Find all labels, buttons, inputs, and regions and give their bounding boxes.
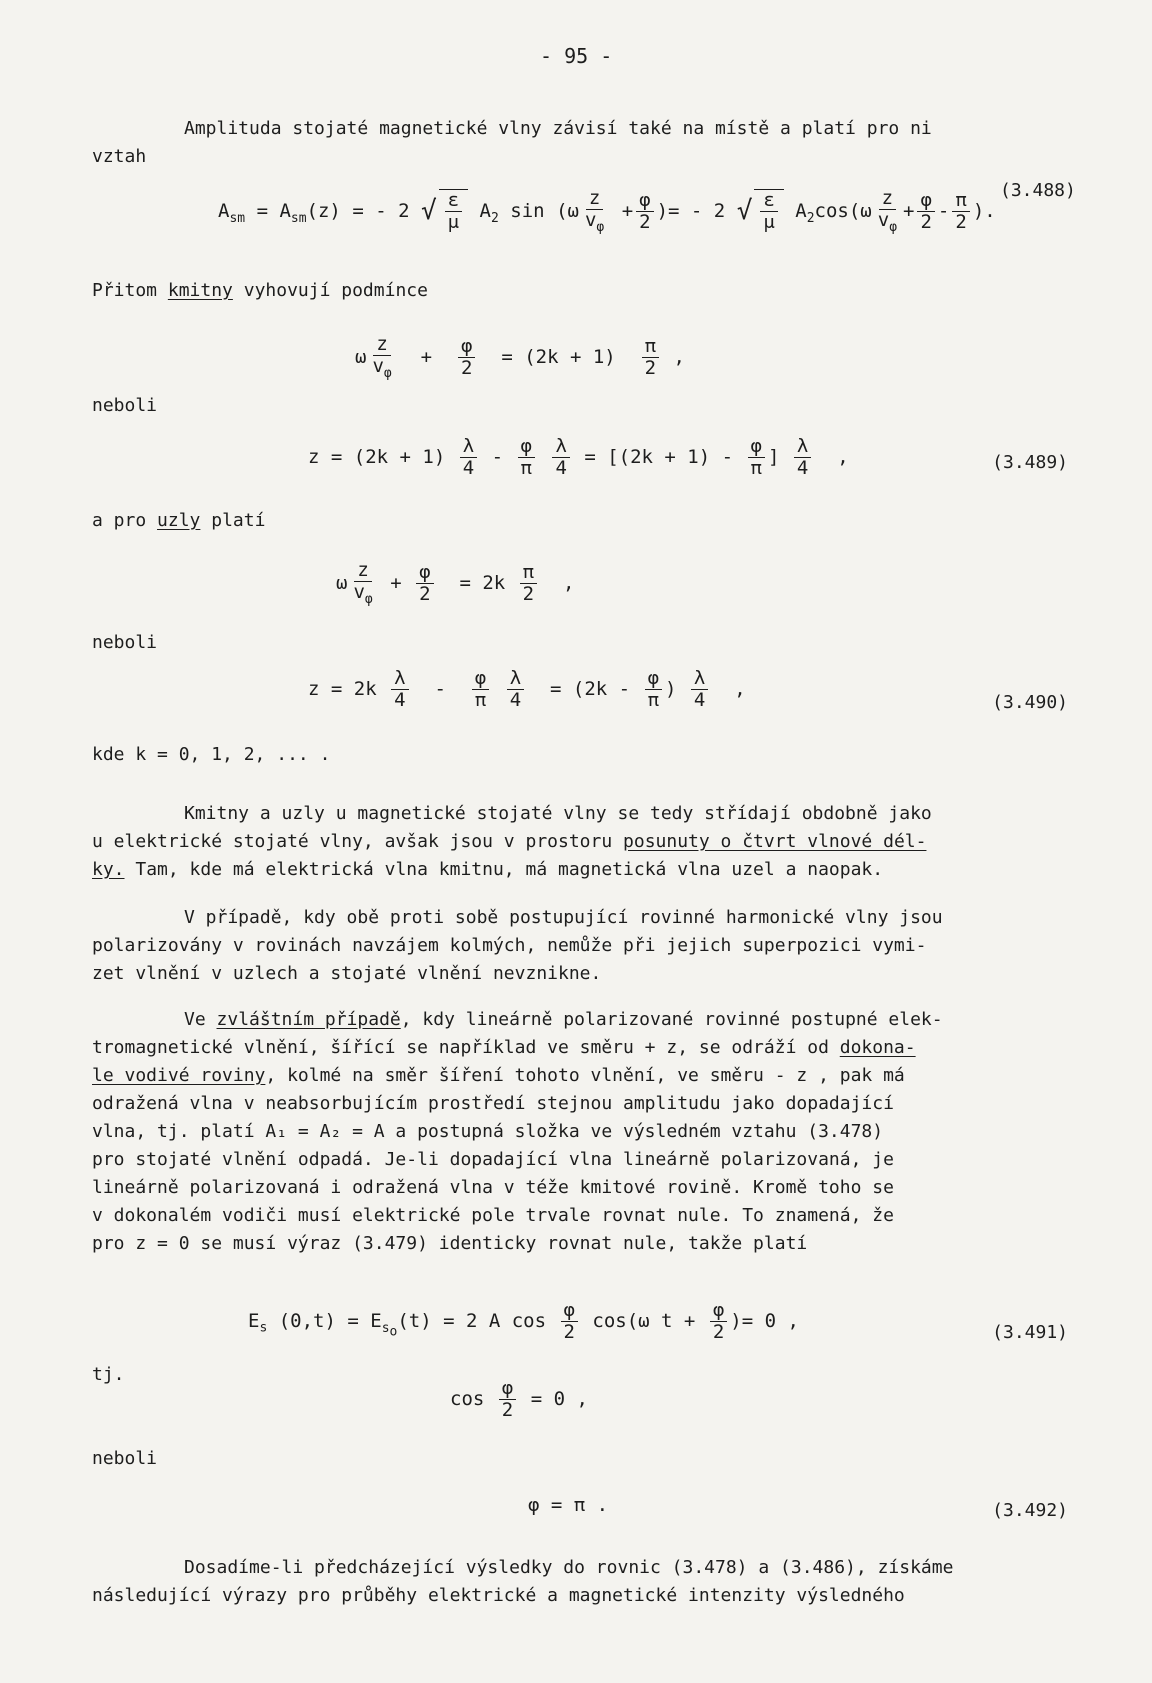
paragraph-1: Kmitny a uzly u magnetické stojaté vlny se tedy střídají obdobně jako u elektrické stojaté vlny, avšak jsou v prostoru posunuty o čtvrt vlnové dél- ky. Tam, kde má elektrická vlna kmitnu, má magnetická vlna uzel a naopak. — [92, 803, 932, 880]
paragraph-2: V případě, kdy obě proti sobě postupující rovinné harmonické vlny jsou polarizovány v rovinách navzájem kolmých, nemůže při jejich superpozici vymi- zet vlnění v uzlech a stojaté vlnění nevznikne. — [92, 907, 943, 984]
term-uzly: uzly — [157, 510, 201, 531]
equation-number-3-492: (3.492) — [992, 1500, 1068, 1521]
intro-line-1: Amplituda stojaté magnetické vlny závisí také na místě a platí pro ni — [184, 118, 932, 139]
text-tj: tj. — [92, 1364, 125, 1385]
text-kde: kde k = 0, 1, 2, ... . — [92, 744, 331, 765]
equation-3-488: $A_{sm} = A_{sm}(z)$ = - 2 √ $\frac{\varepsilon}{\mu}$ $A_2$ sin (ω $\frac{z}{v_\varphi}$ + $\frac{\varphi}{2}$ )= - 2 √ $\frac{\varepsilon}{\mu}$ $A_2\cos(\omega$ $\frac{z}{v_\varphi}$ + $\frac{\varphi}{2}$ - $\frac{\pi}{2}$ ). — [218, 187, 996, 235]
term-zvlastni-pripad: zvláštním případě — [216, 1009, 401, 1030]
term-dokonale-vodive: dokona- — [839, 1037, 916, 1058]
text-pritom: Přitom kmitny vyhovují podmínce — [92, 280, 428, 301]
paragraph-4: Dosadíme-li předcházející výsledky do rovnic (3.478) a (3.486), získáme následující výrazy pro průběhy elektrické a magnetické intenzity výsledného — [92, 1557, 954, 1606]
text-neboli-3: neboli — [92, 1448, 158, 1469]
equation-number-3-490: (3.490) — [992, 692, 1068, 713]
intro-line-2: vztah — [92, 146, 147, 167]
term-kmitny: kmitny — [167, 280, 233, 301]
equation-3-489: z = (2k + 1) $\frac{\lambda}{4}$ - $\frac{\varphi}{\pi}$ $\frac{\lambda}{4}$ = [(2k + 1) - $\frac{\varphi}{\pi}$ ] $\frac{\lambda}{4}$ , — [308, 435, 849, 479]
term-posunuty: posunuty o čtvrt vlnové dél- — [623, 831, 927, 852]
text-neboli-2: neboli — [92, 632, 158, 653]
equation-number-3-491: (3.491) — [992, 1322, 1068, 1343]
equation-kmitny-condition: ω $\frac{z}{v_\varphi}$ + $\frac{\varphi}{2}$ = (2k + 1) $\frac{\pi}{2}$ , — [355, 333, 685, 381]
equation-number-3-488: (3.488) — [1000, 180, 1076, 201]
equation-uzly-condition: ω $\frac{z}{v_\varphi}$ + $\frac{\varphi}{2}$ = 2k $\frac{\pi}{2}$ , — [336, 559, 575, 607]
text-uzly: a pro uzly platí — [92, 510, 266, 531]
equation-cos-phi: cos $\frac{\varphi}{2}$ = 0 , — [450, 1377, 588, 1421]
equation-3-491: $E_s$ $(0,t) = E_{s_o}(t) = 2$ A cos $\frac{\varphi}{2}$ cos(ω t + $\frac{\varphi}{2}$ )= 0 , — [248, 1299, 799, 1343]
page-number: - 95 - — [540, 44, 613, 68]
text-neboli-1: neboli — [92, 395, 158, 416]
paragraph-3: Ve zvláštním případě, kdy lineárně polarizované rovinné postupné elek- tromagnetické vlnění, šířící se například ve směru + z, se odráží od dokona- le vodivé roviny, kolmé na směr šíření tohoto vlnění, ve směru - z , pak má odražená vlna v neabsorbujícím prostředí stejnou amplitudu jako dopadající vlna, tj. platí A₁ = A₂ = A a postupná složka ve výsledném vztahu (3.478) pro stojaté vlnění odpadá. Je-li dopadající vlna lineárně polarizovaná, je lineárně polarizovaná i odražená vlna v téže kmitové rovině. Kromě toho se v dokonalém vodiči musí elektrické pole trvale rovnat nule. To znamená, že pro z = 0 se musí výraz (3.479) identicky rovnat nule, takže platí — [92, 1009, 943, 1254]
equation-3-492: φ = π . — [528, 1494, 609, 1516]
equation-3-490: z = 2k $\frac{\lambda}{4}$ - $\frac{\varphi}{\pi}$ $\frac{\lambda}{4}$ = (2k - $\frac{\varphi}{\pi}$ ) $\frac{\lambda}{4}$ , — [308, 667, 746, 711]
equation-number-3-489: (3.489) — [992, 452, 1068, 473]
